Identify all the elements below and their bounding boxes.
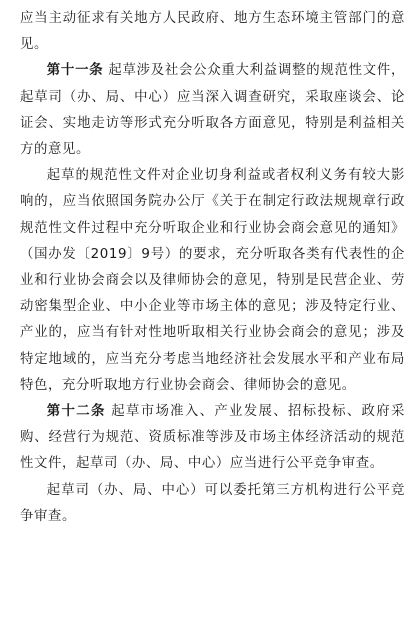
paragraph-article-11 <box>20 58 405 163</box>
paragraph-5 <box>20 478 405 530</box>
paragraph-text: 起草的规范性文件对企业切身利益或者权利义务有较大影响的，应当依照国务院办公厅《关于在制定行政法规规章行政规范性文件过程中充分听取企业和行业协会商会意见的通知》（国办发〔2019〕9号）的要求，充分听取各类有代表性的企业和行业协会商会以及律师协会的意见，特别是民营企业、劳动密集型企业、中小企业等市场主体的意见；涉及特定行业、产业的，应当有针对性地听取相关行业协会商会的意见；涉及特定地域的，应当充分考虑当地经济社会发展水平和产业布局特色，充分听取地方行业协会商会、律师协会的意见。 <box>20 168 405 393</box>
paragraph-text: 起草司（办、局、中心）可以委托第三方机构进行公平竞争审查。 <box>20 482 405 524</box>
paragraph-text: 起草涉及社会公众重大利益调整的规范性文件，起草司（办、局、中心）应当深入调查研究，采取座谈会、论证会、实地走访等形式充分听取各方面意见，特别是利益相关方的意见。 <box>20 63 405 158</box>
article-number: 第十一条 <box>46 63 104 79</box>
paragraph-text: 应当主动征求有关地方人民政府、地方生态环境主管部门的意见。 <box>20 11 405 53</box>
paragraph-3 <box>20 163 405 399</box>
article-number: 第十二条 <box>46 404 106 420</box>
paragraph-1 <box>20 6 405 58</box>
paragraph-text: 起草市场准入、产业发展、招标投标、政府采购、经营行为规范、资质标准等涉及市场主体经济活动的规范性文件，起草司（办、局、中心）应当进行公平竞争审查。 <box>20 404 405 472</box>
paragraph-article-12 <box>20 399 405 478</box>
